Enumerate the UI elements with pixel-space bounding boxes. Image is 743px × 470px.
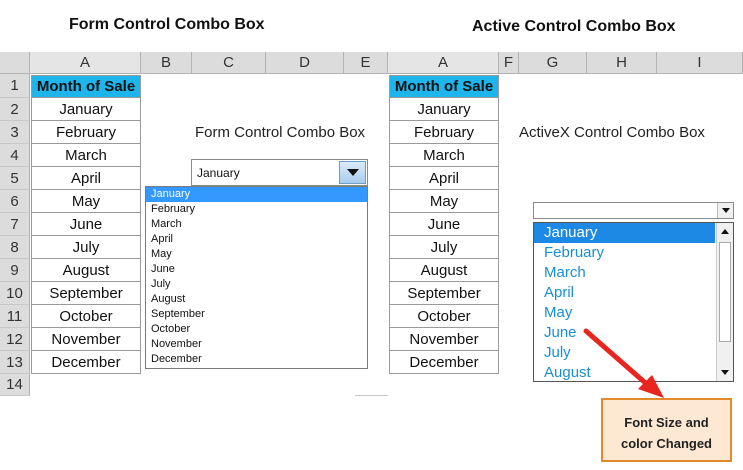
red-arrow-icon [580, 325, 670, 400]
list-item[interactable]: February [151, 203, 196, 215]
scroll-down-button[interactable] [717, 365, 733, 380]
list-item[interactable]: January [146, 187, 367, 202]
table-cell[interactable]: September [31, 282, 141, 305]
column-header-c[interactable]: C [192, 52, 266, 74]
column-header-e[interactable]: E [344, 52, 388, 74]
column-header-f[interactable]: F [499, 52, 519, 74]
column-header-b[interactable]: B [141, 52, 192, 74]
table-cell[interactable]: October [389, 305, 499, 328]
list-item[interactable]: January [534, 223, 715, 243]
table-cell[interactable]: May [31, 190, 141, 213]
month-of-sale-header[interactable]: Month of Sale [31, 75, 141, 98]
list-item[interactable]: August [151, 293, 186, 305]
activex-control-title: Active Control Combo Box [472, 18, 676, 35]
month-of-sale-header-right[interactable]: Month of Sale [389, 75, 499, 98]
row-header-2[interactable]: 2 [0, 98, 30, 121]
row-header-4[interactable]: 4 [0, 144, 30, 167]
list-item[interactable]: February [544, 244, 605, 261]
row-header-14[interactable]: 14 [0, 374, 30, 396]
list-item[interactable]: March [544, 264, 586, 281]
table-cell[interactable]: January [389, 98, 499, 121]
row-header-13[interactable]: 13 [0, 351, 30, 374]
row-header-1[interactable]: 1 [0, 74, 30, 98]
row-header-6[interactable]: 6 [0, 190, 30, 213]
activex-combo-box[interactable] [533, 202, 734, 219]
form-combo-value: January [197, 166, 240, 180]
list-item[interactable]: September [151, 308, 205, 320]
row-header-10[interactable]: 10 [0, 282, 30, 305]
form-combo-box[interactable] [191, 159, 368, 186]
column-header-g[interactable]: G [519, 52, 587, 74]
table-cell[interactable]: December [389, 351, 499, 374]
callout-line-2: color Changed [620, 436, 712, 451]
callout-note [601, 398, 732, 462]
row-header-9[interactable]: 9 [0, 259, 30, 282]
table-cell[interactable]: May [389, 190, 499, 213]
table-cell[interactable]: February [31, 121, 141, 144]
column-header-a-right[interactable]: A [388, 52, 499, 74]
table-cell[interactable]: August [31, 259, 141, 282]
column-header-i[interactable]: I [657, 52, 743, 74]
table-cell[interactable]: October [31, 305, 141, 328]
select-all-corner[interactable] [0, 52, 30, 74]
column-header-h[interactable]: H [587, 52, 657, 74]
scroll-up-button[interactable] [717, 224, 733, 239]
row-header-12[interactable]: 12 [0, 328, 30, 351]
column-header-a[interactable]: A [30, 52, 141, 74]
table-cell[interactable]: March [389, 144, 499, 167]
table-cell[interactable]: April [389, 167, 499, 190]
list-item[interactable]: April [544, 284, 575, 301]
row-header-3[interactable]: 3 [0, 121, 30, 144]
row-header-8[interactable]: 8 [0, 236, 30, 259]
table-cell[interactable]: June [389, 213, 499, 236]
activex-combo-dropdown-button[interactable] [717, 203, 733, 218]
chevron-down-icon [347, 169, 359, 176]
table-cell[interactable]: July [389, 236, 499, 259]
scroll-thumb[interactable] [719, 242, 731, 342]
list-item[interactable]: May [151, 248, 172, 260]
list-item[interactable]: June [544, 324, 577, 341]
chevron-down-icon [721, 370, 729, 375]
activex-list-scrollbar[interactable] [716, 223, 733, 381]
list-item[interactable]: July [544, 344, 571, 361]
activex-combo-caption: ActiveX Control Combo Box [519, 124, 705, 141]
form-combo-caption: Form Control Combo Box [195, 124, 366, 141]
list-item[interactable]: March [151, 218, 182, 230]
list-item[interactable]: April [151, 233, 174, 245]
chevron-up-icon [721, 229, 729, 234]
callout-line-1: Font Size and [624, 415, 709, 430]
table-cell[interactable]: September [389, 282, 499, 305]
form-control-title: Form Control Combo Box [69, 16, 265, 33]
list-item[interactable]: July [151, 278, 171, 290]
table-cell[interactable]: August [389, 259, 499, 282]
column-header-d[interactable]: D [266, 52, 344, 74]
list-item[interactable]: October [151, 323, 191, 335]
table-cell[interactable]: November [389, 328, 499, 351]
table-cell[interactable]: March [31, 144, 141, 167]
row-header-7[interactable]: 7 [0, 213, 30, 236]
list-item[interactable]: August [544, 364, 591, 381]
row-header-5[interactable]: 5 [0, 167, 30, 190]
form-combo-dropdown-button[interactable] [339, 161, 366, 184]
form-combo-list[interactable] [145, 186, 368, 369]
table-cell[interactable]: January [31, 98, 141, 121]
list-item[interactable]: June [151, 263, 175, 275]
table-cell[interactable]: July [31, 236, 141, 259]
table-cell[interactable]: April [31, 167, 141, 190]
table-cell[interactable]: December [31, 351, 141, 374]
table-cell[interactable]: February [389, 121, 499, 144]
divider [355, 395, 388, 396]
chevron-down-icon [722, 208, 730, 213]
table-cell[interactable]: November [31, 328, 141, 351]
list-item[interactable]: November [151, 338, 202, 350]
row-header-11[interactable]: 11 [0, 305, 30, 328]
list-item[interactable]: May [544, 304, 573, 321]
table-cell[interactable]: June [31, 213, 141, 236]
list-item[interactable]: December [151, 353, 202, 365]
